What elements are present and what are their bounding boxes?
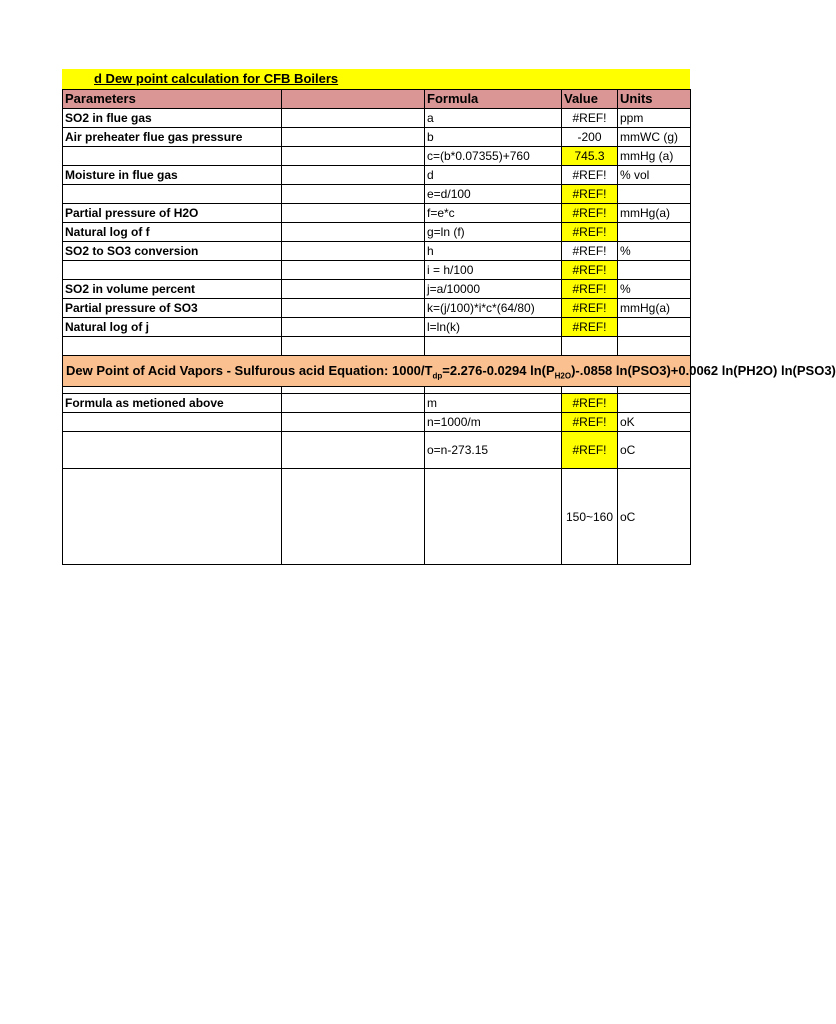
header-parameters[interactable]: Parameters: [63, 90, 282, 109]
units-cell[interactable]: oC: [618, 432, 691, 469]
parameter-cell[interactable]: Natural log of j: [63, 318, 282, 337]
table-row: [63, 394, 691, 413]
banner-suffix: )-.0858 ln(PSO3)+0.0062 ln(PH2O) ln(PSO3): [571, 363, 836, 378]
parameter-cell[interactable]: [63, 469, 282, 565]
table-row: [63, 109, 691, 128]
formula-cell[interactable]: o=n-273.15: [425, 432, 562, 469]
units-cell[interactable]: oK: [618, 413, 691, 432]
units-cell[interactable]: mmWC (g): [618, 128, 691, 147]
units-cell[interactable]: mmHg(a): [618, 204, 691, 223]
header-units[interactable]: Units: [618, 90, 691, 109]
formula-cell[interactable]: n=1000/m: [425, 413, 562, 432]
blank-cell[interactable]: [282, 432, 425, 469]
units-cell[interactable]: mmHg (a): [618, 147, 691, 166]
blank-cell[interactable]: [282, 413, 425, 432]
blank-cell[interactable]: [282, 109, 425, 128]
units-cell[interactable]: [618, 318, 691, 337]
parameter-cell[interactable]: Partial pressure of SO3: [63, 299, 282, 318]
parameter-cell[interactable]: Natural log of f: [63, 223, 282, 242]
thin-row: [63, 387, 691, 394]
table-row: [63, 469, 691, 565]
equation-banner-row: [63, 356, 691, 387]
blank-cell[interactable]: [282, 318, 425, 337]
empty-cell[interactable]: [63, 337, 282, 356]
value-cell[interactable]: #REF!: [562, 223, 618, 242]
units-cell[interactable]: [618, 394, 691, 413]
parameter-cell[interactable]: Formula as metioned above: [63, 394, 282, 413]
header-formula[interactable]: Formula: [425, 90, 562, 109]
table-row: [63, 166, 691, 185]
banner-mid: =2.276-0.0294 ln(P: [442, 363, 555, 378]
banner-sub2: H2O: [554, 371, 572, 381]
blank-cell[interactable]: [282, 242, 425, 261]
table-row: [63, 299, 691, 318]
formula-cell[interactable]: e=d/100: [425, 185, 562, 204]
table-row: [63, 185, 691, 204]
sheet-title: d Dew point calculation for CFB Boilers: [94, 71, 339, 86]
header-value[interactable]: Value: [562, 90, 618, 109]
table-row: [63, 223, 691, 242]
empty-cell[interactable]: [63, 387, 282, 394]
banner-prefix: Dew Point of Acid Vapors - Sulfurous acid Equation: 1000/T: [66, 363, 433, 378]
parameter-cell[interactable]: SO2 to SO3 conversion: [63, 242, 282, 261]
units-cell[interactable]: [618, 185, 691, 204]
table-row: [63, 318, 691, 337]
banner-sub1: dp: [432, 371, 443, 381]
value-cell[interactable]: #REF!: [562, 242, 618, 261]
formula-cell[interactable]: h: [425, 242, 562, 261]
value-cell[interactable]: #REF!: [562, 413, 618, 432]
parameter-cell[interactable]: SO2 in volume percent: [63, 280, 282, 299]
empty-cell[interactable]: [618, 387, 691, 394]
value-cell[interactable]: #REF!: [562, 432, 618, 469]
value-cell[interactable]: #REF!: [562, 166, 618, 185]
formula-cell[interactable]: c=(b*0.07355)+760: [425, 147, 562, 166]
parameter-cell[interactable]: Partial pressure of H2O: [63, 204, 282, 223]
units-cell[interactable]: % vol: [618, 166, 691, 185]
table-row: [63, 261, 691, 280]
parameter-cell[interactable]: Moisture in flue gas: [63, 166, 282, 185]
blank-cell[interactable]: [282, 394, 425, 413]
table-row: [63, 280, 691, 299]
blank-cell[interactable]: [282, 299, 425, 318]
units-cell[interactable]: [618, 223, 691, 242]
units-cell[interactable]: mmHg(a): [618, 299, 691, 318]
parameter-cell[interactable]: [63, 147, 282, 166]
table-row: [63, 413, 691, 432]
value-cell[interactable]: #REF!: [562, 185, 618, 204]
value-cell[interactable]: #REF!: [562, 204, 618, 223]
units-cell[interactable]: oC: [618, 469, 691, 565]
blank-cell[interactable]: [282, 280, 425, 299]
empty-cell[interactable]: [282, 387, 425, 394]
formula-cell[interactable]: a: [425, 109, 562, 128]
formula-cell[interactable]: d: [425, 166, 562, 185]
header-row: [63, 90, 691, 109]
formula-cell[interactable]: j=a/10000: [425, 280, 562, 299]
value-cell[interactable]: #REF!: [562, 261, 618, 280]
parameter-cell[interactable]: SO2 in flue gas: [63, 109, 282, 128]
units-cell[interactable]: %: [618, 242, 691, 261]
header-blank[interactable]: [282, 90, 425, 109]
value-cell[interactable]: 150~160: [562, 469, 618, 565]
table-row: [63, 204, 691, 223]
value-cell[interactable]: #REF!: [562, 280, 618, 299]
blank-cell[interactable]: [282, 185, 425, 204]
parameter-cell[interactable]: [63, 185, 282, 204]
value-cell[interactable]: -200: [562, 128, 618, 147]
calculation-table: [62, 89, 836, 565]
units-cell[interactable]: ppm: [618, 109, 691, 128]
table-row: [63, 242, 691, 261]
empty-cell[interactable]: [562, 337, 618, 356]
empty-cell[interactable]: [562, 387, 618, 394]
table-row: [63, 147, 691, 166]
parameter-cell[interactable]: [63, 261, 282, 280]
parameter-cell[interactable]: [63, 432, 282, 469]
formula-cell[interactable]: m: [425, 394, 562, 413]
empty-cell[interactable]: [618, 337, 691, 356]
blank-cell[interactable]: [282, 128, 425, 147]
formula-cell[interactable]: i = h/100: [425, 261, 562, 280]
title-band: [62, 69, 690, 89]
spacer-row: [63, 337, 691, 356]
value-cell[interactable]: 745.3: [562, 147, 618, 166]
empty-cell[interactable]: [282, 337, 425, 356]
value-cell[interactable]: #REF!: [562, 394, 618, 413]
parameter-cell[interactable]: Air preheater flue gas pressure: [63, 128, 282, 147]
formula-cell[interactable]: [425, 469, 562, 565]
formula-cell[interactable]: g=ln (f): [425, 223, 562, 242]
units-cell[interactable]: [618, 261, 691, 280]
value-cell[interactable]: #REF!: [562, 318, 618, 337]
formula-cell[interactable]: b: [425, 128, 562, 147]
blank-cell[interactable]: [282, 469, 425, 565]
blank-cell[interactable]: [282, 166, 425, 185]
blank-cell[interactable]: [282, 147, 425, 166]
formula-cell[interactable]: l=ln(k): [425, 318, 562, 337]
blank-cell[interactable]: [282, 204, 425, 223]
value-cell[interactable]: #REF!: [562, 299, 618, 318]
formula-cell[interactable]: f=e*c: [425, 204, 562, 223]
blank-cell[interactable]: [282, 223, 425, 242]
value-cell[interactable]: #REF!: [562, 109, 618, 128]
table-row: [63, 432, 691, 469]
blank-cell[interactable]: [282, 261, 425, 280]
formula-cell[interactable]: k=(j/100)*i*c*(64/80): [425, 299, 562, 318]
empty-cell[interactable]: [425, 337, 562, 356]
equation-banner[interactable]: [63, 356, 836, 387]
parameter-cell[interactable]: [63, 413, 282, 432]
units-cell[interactable]: %: [618, 280, 691, 299]
table-row: [63, 128, 691, 147]
empty-cell[interactable]: [425, 387, 562, 394]
